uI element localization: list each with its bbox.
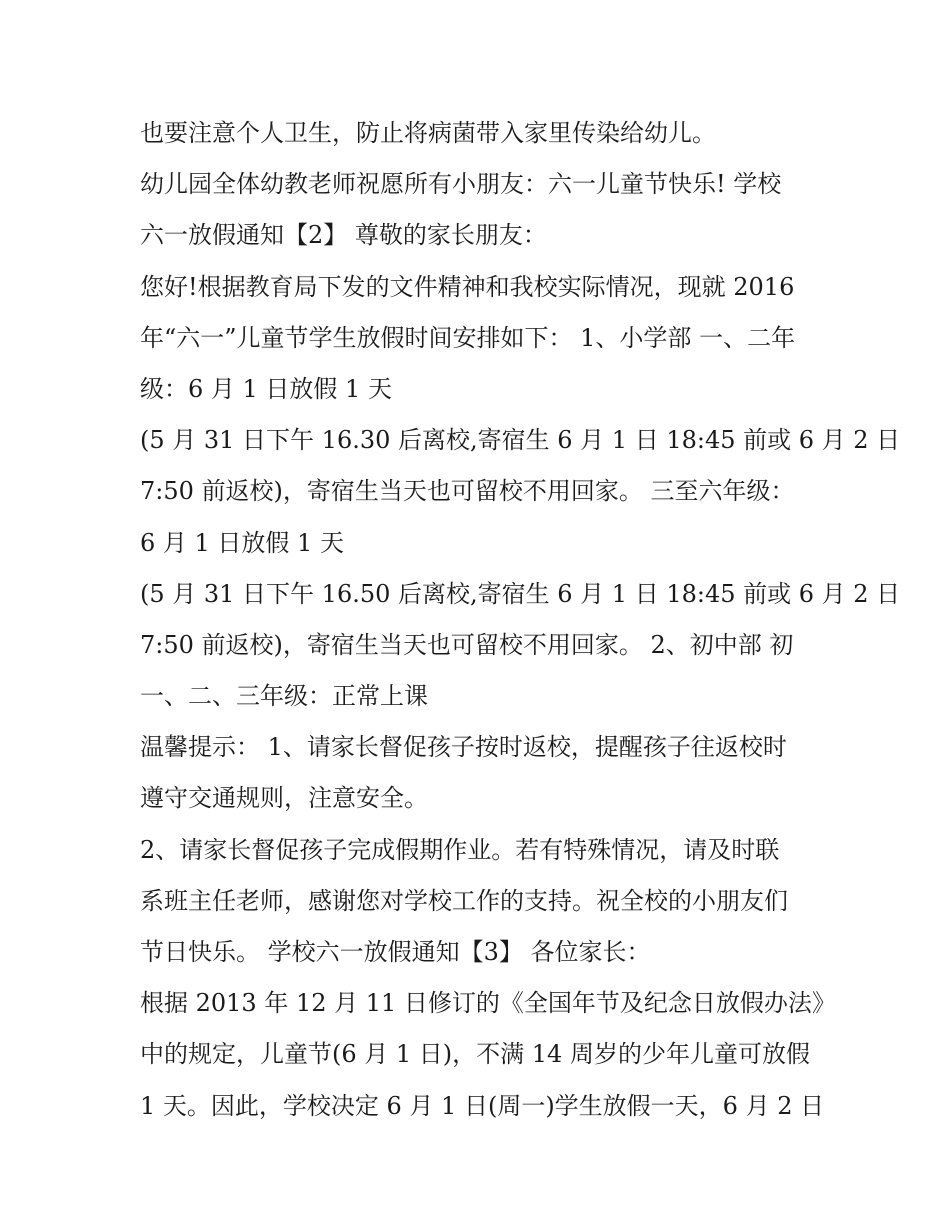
text-line: 根据 2013 年 12 月 11 日修订的《全国年节及纪念日放假办法》 (140, 989, 836, 1018)
text-line: 温馨提示： 1、请家长督促孩子按时返校，提醒孩子往返校时 (140, 733, 787, 762)
text-line: (5 月 31 日下午 16.30 后离校,寄宿生 6 月 1 日 18:45 前或 6 月 2 日 (140, 426, 901, 455)
text-line: 一、二、三年级：正常上课 (140, 682, 428, 711)
text-line: 遵守交通规则，注意安全。 (140, 784, 428, 813)
text-line: 2、请家长督促孩子完成假期作业。若有特殊情况，请及时联 (140, 835, 780, 864)
text-line: 幼儿园全体幼教老师祝愿所有小朋友：六一儿童节快乐! 学校 (140, 170, 782, 199)
text-line: (5 月 31 日下午 16.50 后离校,寄宿生 6 月 1 日 18:45 前或 6 月 2 日 (140, 579, 901, 608)
text-line: 年“六一”儿童节学生放假时间安排如下： 1、小学部 一、二年 (140, 323, 796, 352)
text-line: 6 月 1 日放假 1 天 (140, 528, 344, 557)
text-line: 7:50 前返校)，寄宿生当天也可留校不用回家。 2、初中部 初 (140, 630, 794, 659)
text-line: 1 天。因此，学校决定 6 月 1 日(周一)学生放假一天，6 月 2 日 (140, 1091, 825, 1120)
document-body (140, 108, 901, 1132)
text-line: 7:50 前返校)，寄宿生当天也可留校不用回家。 三至六年级： (140, 477, 795, 506)
text-line: 中的规定，儿童节(6 月 1 日)，不满 14 周岁的少年儿童可放假 (140, 1040, 810, 1069)
text-line: 您好!根据教育局下发的文件精神和我校实际情况，现就 2016 (140, 272, 795, 301)
text-line: 节日快乐。 学校六一放假通知【3】 各位家长： (140, 938, 651, 966)
text-line: 系班主任老师，感谢您对学校工作的支持。祝全校的小朋友们 (140, 886, 788, 915)
text-line: 六一放假通知【2】 尊敬的家长朋友： (140, 221, 547, 250)
text-line: 也要注意个人卫生，防止将病菌带入家里传染给幼儿。 (140, 119, 716, 147)
text-line: 级：6 月 1 日放假 1 天 (140, 374, 392, 403)
